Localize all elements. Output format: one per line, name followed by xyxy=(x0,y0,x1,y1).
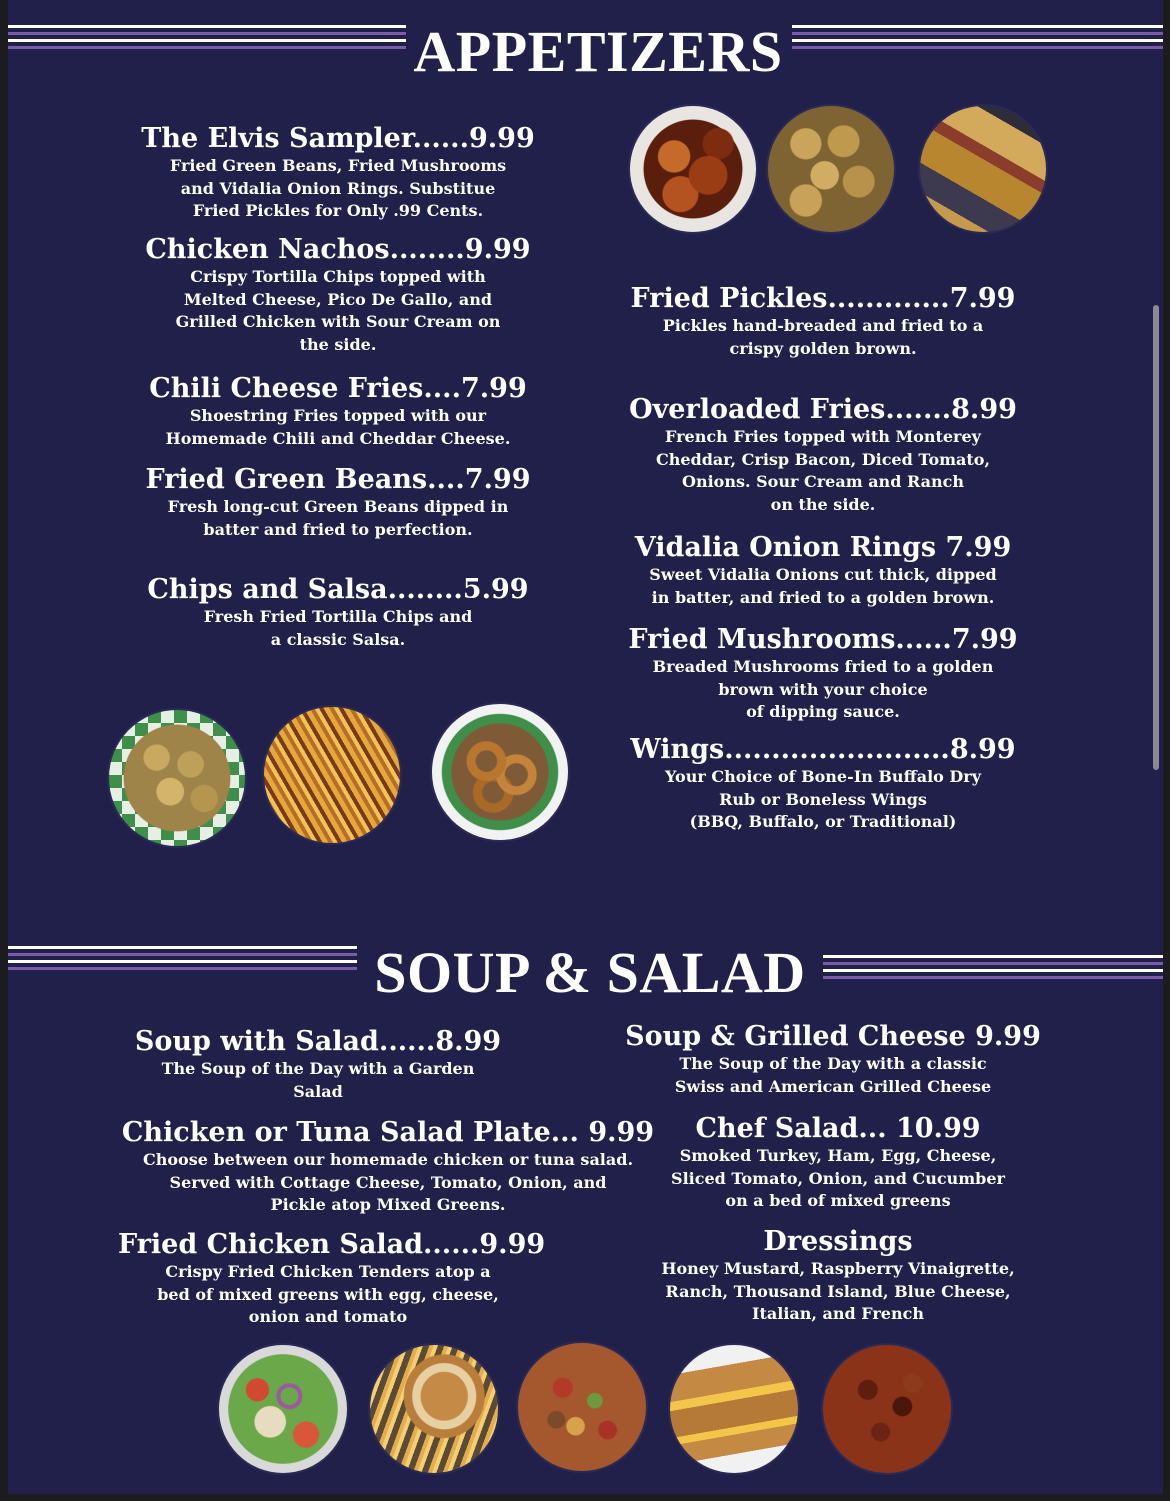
menu-item-chili-cheese-fries xyxy=(118,373,558,450)
menu-item-elvis-sampler xyxy=(118,123,558,223)
menu-item-chicken-tuna-salad-plate xyxy=(108,1117,668,1217)
vegetable-soup-photo xyxy=(518,1343,646,1471)
chef-salad-photo xyxy=(219,1345,347,1473)
soup-salad-header xyxy=(8,940,1163,1005)
item-name: Soup with Salad......8.99 xyxy=(134,1026,502,1057)
item-description: The Soup of the Day with a Garden Salad xyxy=(161,1059,475,1101)
item-name: Vidalia Onion Rings 7.99 xyxy=(634,532,1012,563)
item-name: Soup & Grilled Cheese 9.99 xyxy=(625,1021,1041,1052)
dressings-heading: Dressings xyxy=(763,1226,913,1257)
item-name: Fried Green Beans....7.99 xyxy=(145,464,531,495)
chili-cheese-fries-photo xyxy=(264,707,400,843)
item-name: Chef Salad... 10.99 xyxy=(695,1113,981,1144)
menu-item-fried-pickles xyxy=(608,283,1038,360)
item-name: The Elvis Sampler......9.99 xyxy=(141,123,535,154)
item-name: Fried Mushrooms......7.99 xyxy=(628,624,1018,655)
appetizers-header xyxy=(8,19,1163,84)
onion-rings-photo xyxy=(432,704,568,840)
item-description: Shoestring Fries topped with our Homemade Chili and Cheddar Cheese. xyxy=(165,406,511,448)
scrollbar[interactable] xyxy=(1153,305,1159,770)
decorative-stripes-right xyxy=(823,955,1163,981)
item-description: The Soup of the Day with a classic Swiss and American Grilled Cheese xyxy=(674,1054,992,1096)
chili-photo xyxy=(823,1345,951,1473)
item-description: Smoked Turkey, Ham, Egg, Cheese, Sliced Tomato, Onion, and Cucumber on a bed of mixed greens xyxy=(671,1146,1005,1210)
menu-page xyxy=(8,0,1163,1494)
item-name: Chili Cheese Fries....7.99 xyxy=(149,373,527,404)
decorative-stripes-left xyxy=(8,25,406,51)
item-name: Chicken or Tuna Salad Plate... 9.99 xyxy=(121,1117,655,1148)
dressings xyxy=(628,1226,1048,1326)
item-name: Overloaded Fries.......8.99 xyxy=(629,394,1017,425)
menu-item-vidalia-onion-rings xyxy=(608,532,1038,609)
tortilla-chips-photo xyxy=(920,106,1046,232)
decorative-stripes-left xyxy=(8,946,357,972)
item-description: Fried Green Beans, Fried Mushrooms and Vidalia Onion Rings. Substitue Fried Pickles for Only .99 Cents. xyxy=(169,156,507,220)
item-description: Sweet Vidalia Onions cut thick, dipped in batter, and fried to a golden brown. xyxy=(649,565,997,607)
menu-item-soup-with-salad xyxy=(98,1026,538,1103)
buffalo-wings-photo xyxy=(630,106,756,232)
item-description: Choose between our homemade chicken or tuna salad. Served with Cottage Cheese, Tomato, Onion, and Pickle atop Mixed Greens. xyxy=(142,1150,634,1214)
item-name: Chips and Salsa........5.99 xyxy=(147,574,529,605)
item-description: Crispy Tortilla Chips topped with Melted Cheese, Pico De Gallo, and Grilled Chicken with Sour Cream on the side. xyxy=(175,267,501,354)
appetizers-heading: APPETIZERS xyxy=(413,19,783,84)
dressings-list: Honey Mustard, Raspberry Vinaigrette, Ranch, Thousand Island, Blue Cheese, Italian, and French xyxy=(661,1259,1015,1323)
decorative-stripes-right xyxy=(792,25,1163,51)
item-description: Crispy Fried Chicken Tenders atop a bed of mixed greens with egg, cheese, onion and tomato xyxy=(157,1262,499,1326)
item-description: Pickles hand-breaded and fried to a crispy golden brown. xyxy=(662,316,984,358)
item-description: Breaded Mushrooms fried to a golden brown with your choice of dipping sauce. xyxy=(652,657,994,721)
menu-item-fried-mushrooms xyxy=(608,624,1038,724)
menu-item-wings xyxy=(608,734,1038,834)
menu-item-soup-grilled-cheese xyxy=(613,1021,1053,1098)
soup-salad-heading: SOUP & SALAD xyxy=(374,940,806,1005)
sandwich-fries-photo xyxy=(370,1345,498,1473)
item-name: Fried Chicken Salad......9.99 xyxy=(118,1229,546,1260)
item-description: French Fries topped with Monterey Cheddar, Crisp Bacon, Diced Tomato, Onions. Sour Cream and Ranch on the side. xyxy=(655,427,991,514)
menu-item-fried-green-beans xyxy=(118,464,558,541)
menu-item-overloaded-fries xyxy=(608,394,1038,516)
menu-item-fried-chicken-salad xyxy=(118,1229,546,1329)
menu-item-chips-and-salsa xyxy=(118,574,558,651)
item-description: Fresh long-cut Green Beans dipped in batter and fried to perfection. xyxy=(167,497,509,539)
grilled-cheese-photo xyxy=(670,1345,798,1473)
fried-pickles-photo xyxy=(109,710,245,846)
menu-item-chef-salad xyxy=(628,1113,1048,1213)
item-description: Your Choice of Bone-In Buffalo Dry Rub or Boneless Wings (BBQ, Buffalo, or Traditional) xyxy=(665,767,981,831)
item-name: Fried Pickles.............7.99 xyxy=(630,283,1016,314)
fried-mushrooms-photo xyxy=(768,106,894,232)
item-description: Fresh Fried Tortilla Chips and a classic Salsa. xyxy=(203,607,473,649)
item-name: Chicken Nachos........9.99 xyxy=(145,234,531,265)
menu-item-chicken-nachos xyxy=(118,234,558,356)
item-name: Wings........................8.99 xyxy=(630,734,1016,765)
